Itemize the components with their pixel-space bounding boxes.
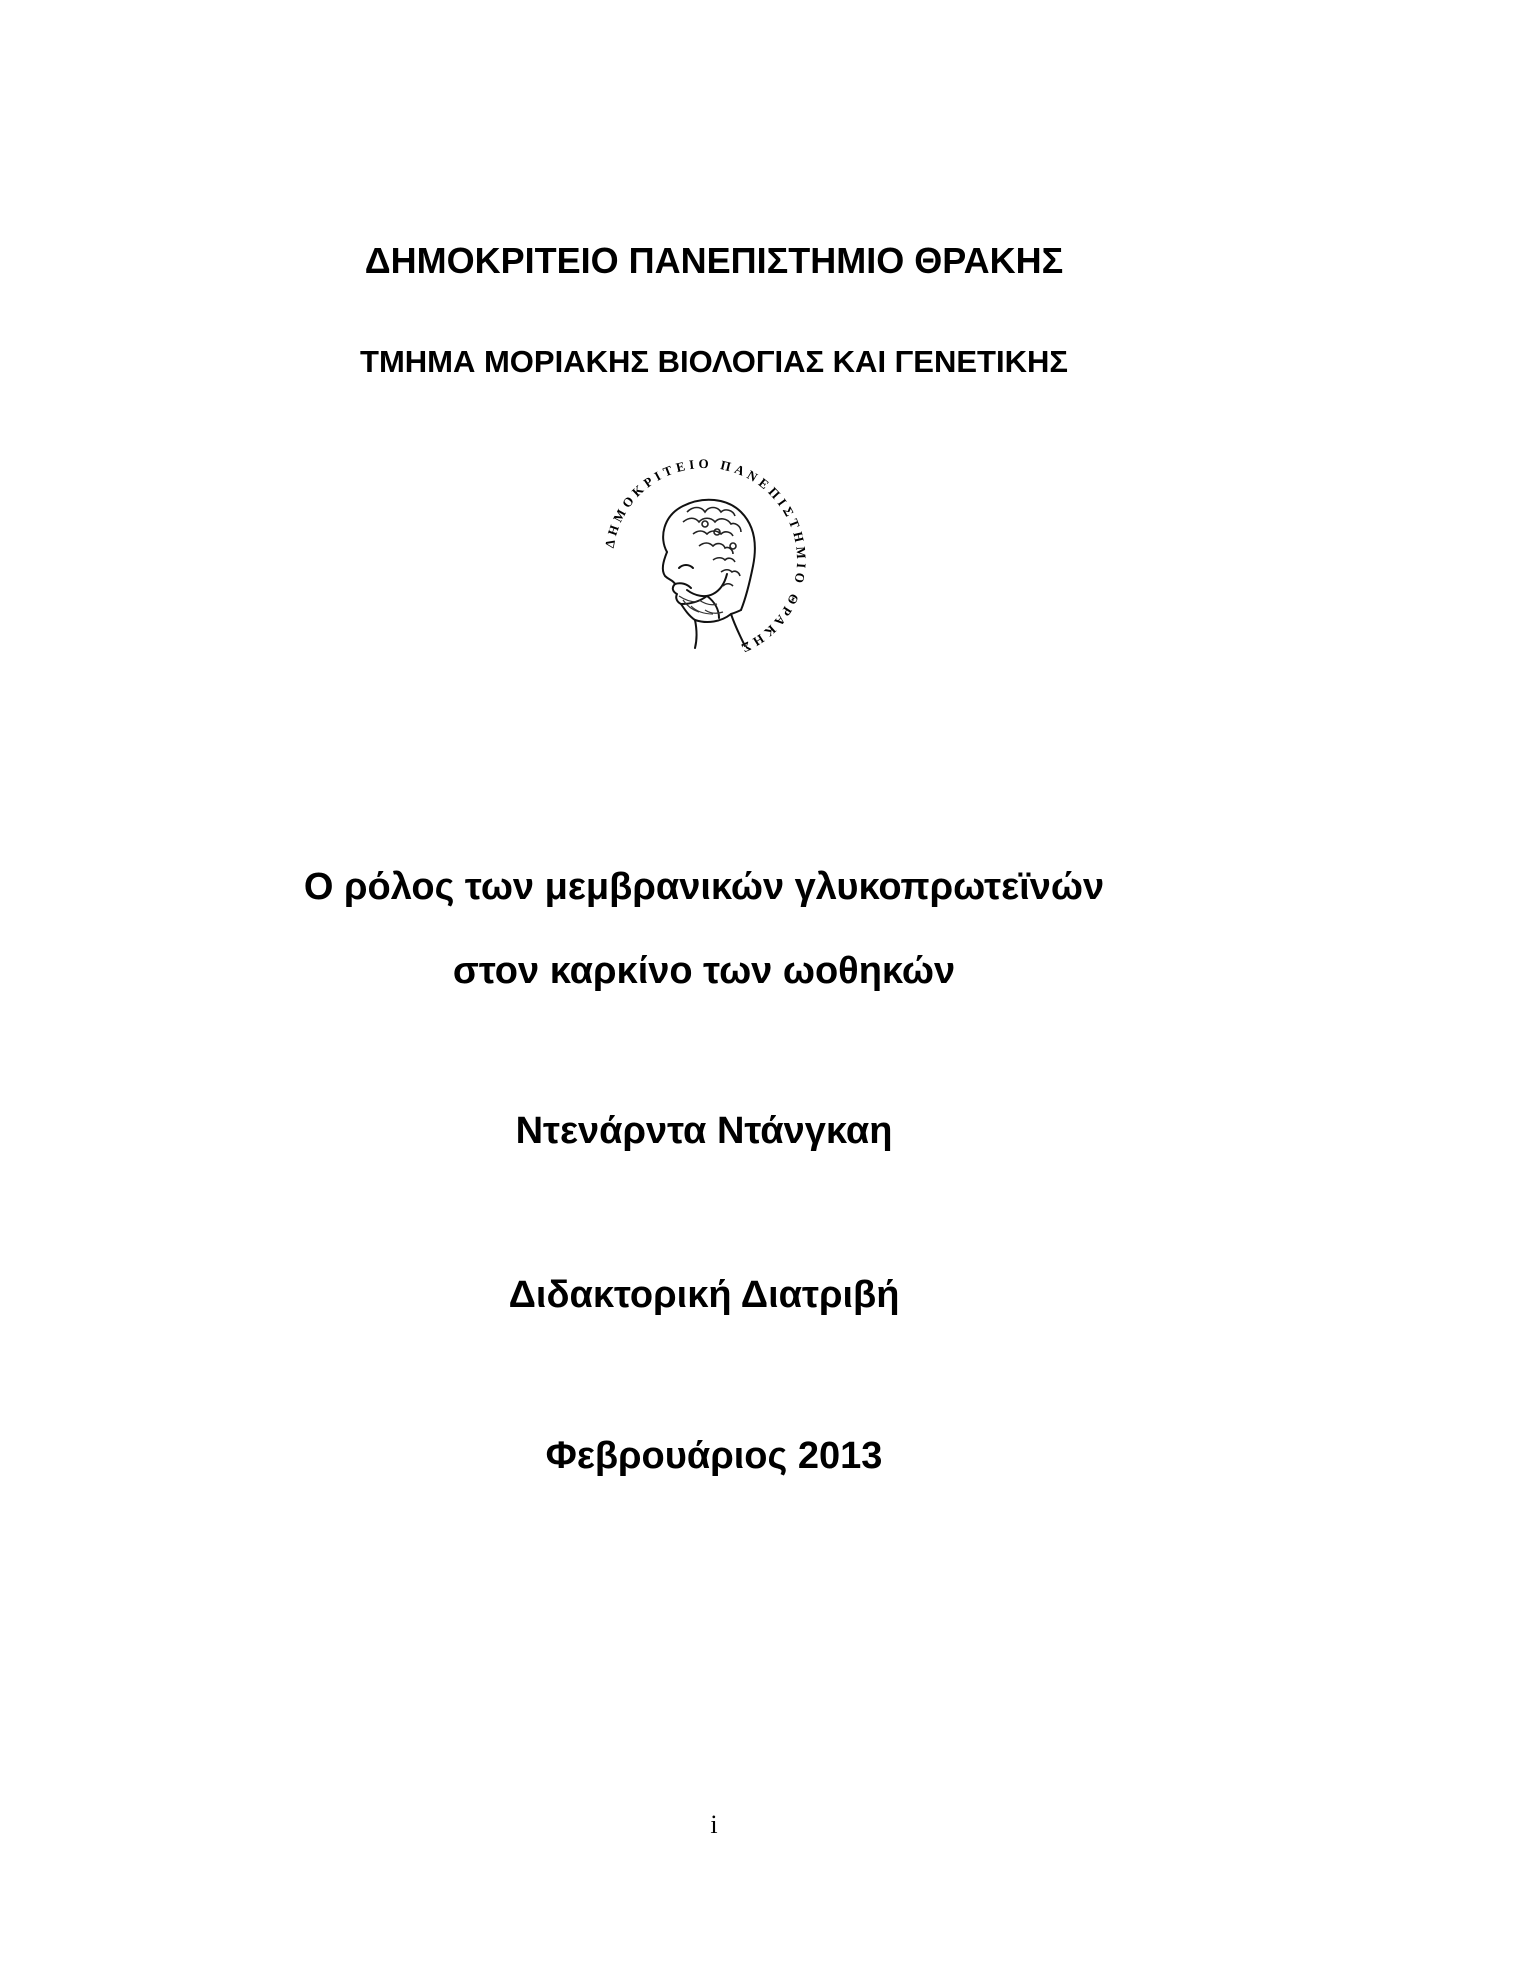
svg-text:ΔΗΜΟΚΡΙΤΕΙΟ ΠΑΝΕΠΙΣΤΗΜΙΟ ΘΡΑΚΗ: ΔΗΜΟΚΡΙΤΕΙΟ ΠΑΝΕΠΙΣΤΗΜΙΟ ΘΡΑΚΗΣ xyxy=(601,455,810,658)
publication-date: Φεβρουάριος 2013 xyxy=(545,1435,883,1477)
university-name: ΔΗΜΟΚΡΙΤΕΙΟ ΠΑΝΕΠΙΣΤΗΜΙΟ ΘΡΑΚΗΣ xyxy=(364,240,1064,281)
university-seal-icon xyxy=(595,450,815,670)
thesis-title-line-1: Ο ρόλος των μεμβρανικών γλυκοπρωτεϊνών xyxy=(303,866,1105,908)
page-number: i xyxy=(710,1810,718,1839)
department-name: ΤΜΗΜΑ ΜΟΡΙΑΚΗΣ ΒΙΟΛΟΓΙΑΣ ΚΑΙ ΓΕΝΕΤΙΚΗΣ xyxy=(360,344,1068,379)
author-name: Ντενάρντα Ντάνγκαη xyxy=(515,1110,893,1152)
document-type: Διδακτορική Διατριβή xyxy=(508,1274,900,1316)
thesis-title-line-2: στον καρκίνο των ωοθηκών xyxy=(452,950,956,992)
